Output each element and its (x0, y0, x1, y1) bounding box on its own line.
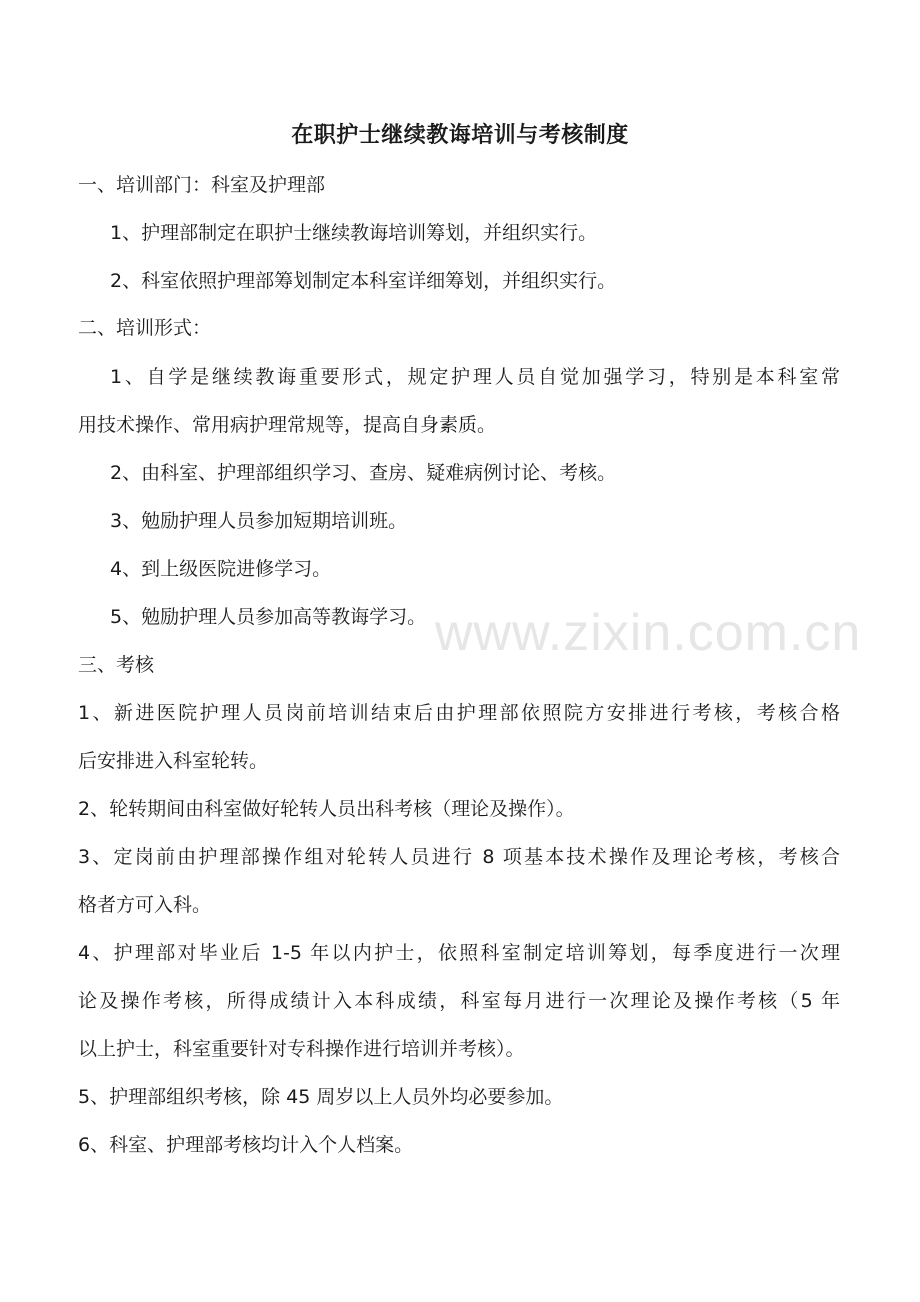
paragraph-line: 以上护士，科室重要针对专科操作进行培训并考核）。 (78, 1038, 525, 1060)
page-title: 在职护士继续教诲培训与考核制度 (291, 123, 629, 148)
paragraph-line: 3、定岗前由护理部操作组对轮转人员进行 8 项基本技术操作及理论考核，考核合 (78, 846, 840, 868)
paragraph-item: 2、科室依照护理部筹划制定本科室详细筹划，并组织实行。 (110, 270, 617, 292)
paragraph-item: 4、到上级医院进修学习。 (110, 558, 332, 580)
section-heading-assessment: 三、考核 (78, 654, 155, 676)
section-heading-training-department: 一、培训部门：科室及护理部 (78, 174, 326, 196)
paragraph-line: 论及操作考核，所得成绩计入本科成绩，科室每月进行一次理论及操作考核（5 年 (78, 990, 840, 1012)
watermark: www.zixin.com.cn (435, 604, 862, 662)
paragraph-item: 5、勉励护理人员参加高等教诲学习。 (110, 606, 427, 628)
paragraph-line: 格者方可入科。 (78, 894, 212, 916)
paragraph-line: 1、自学是继续教诲重要形式，规定护理人员自觉加强学习，特别是本科室常 (110, 366, 840, 388)
paragraph-item: 3、勉励护理人员参加短期培训班。 (110, 510, 408, 532)
paragraph-item: 6、科室、护理部考核均计入个人档案。 (78, 1134, 414, 1156)
paragraph-item: 2、轮转期间由科室做好轮转人员出科考核（理论及操作）。 (78, 798, 575, 820)
paragraph-item: 1、护理部制定在职护士继续教诲培训筹划，并组织实行。 (110, 222, 598, 244)
paragraph-item: 2、由科室、护理部组织学习、查房、疑难病例讨论、考核。 (110, 462, 617, 484)
paragraph-item: 5、护理部组织考核，除 45 周岁以上人员外均必要参加。 (78, 1086, 564, 1108)
paragraph-line: 用技术操作、常用病护理常规等，提高自身素质。 (78, 414, 497, 436)
paragraph-line: 4、护理部对毕业后 1-5 年以内护士，依照科室制定培训筹划，每季度进行一次理 (78, 942, 840, 964)
section-heading-training-form: 二、培训形式： (78, 317, 212, 339)
paragraph-line: 后安排进入科室轮转。 (78, 750, 269, 772)
paragraph-line: 1、新进医院护理人员岗前培训结束后由护理部依照院方安排进行考核，考核合格 (78, 702, 840, 724)
